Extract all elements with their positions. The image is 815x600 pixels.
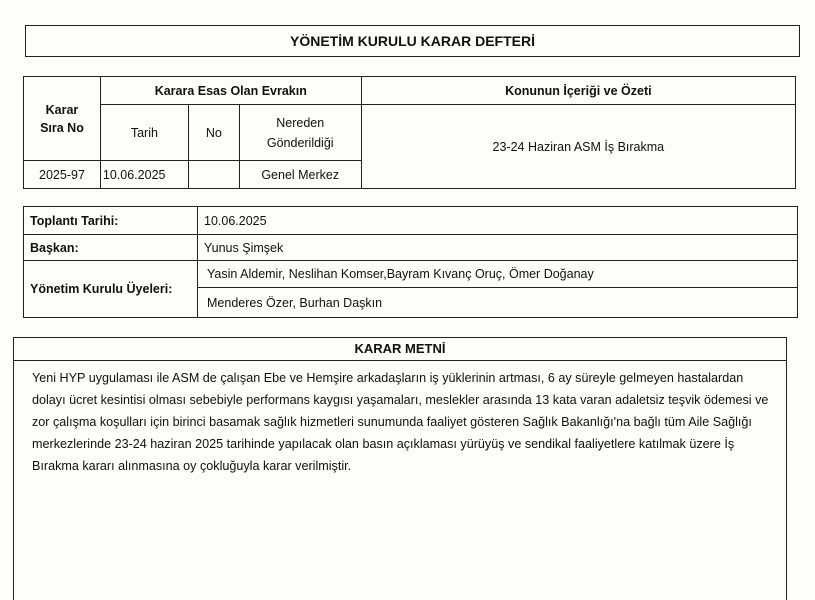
header-tarih: Tarih xyxy=(100,105,188,161)
header-karar-sira-no: Karar Sıra No xyxy=(24,77,101,161)
nereden-value: Genel Merkez xyxy=(239,161,361,189)
tarih-value: 10.06.2025 xyxy=(100,161,188,189)
uyeler-line-2: Menderes Özer, Burhan Daşkın xyxy=(198,288,798,318)
karar-metni-body xyxy=(13,360,787,600)
karar-sira-no-value: 2025-97 xyxy=(24,161,101,189)
meeting-info-table xyxy=(23,206,798,318)
karar-metni-heading: KARAR METNİ xyxy=(13,337,787,361)
uyeler-line-1: Yasin Aldemir, Neslihan Komser,Bayram Kıvanç Oruç, Ömer Doğanay xyxy=(198,261,798,288)
karar-metni-text: Yeni HYP uygulaması ile ASM de çalışan Ebe ve Hemşire arkadaşların iş yüklerinin artması, 6 ay süreyle gelmeyen hastalardan dolayı ücret kesintisi olması sebebiyle performans kaygısı yaşamaları, meslekler arasında 13 kata varan adaletsiz teşvik ödemesi ve zor çalışma koşulları için birinci basamak sağlık hizmetleri sunumunda faaliyet gösteren Sağlık Bakanlığı'na bağlı tüm Aile Sağlığı merkezlerinde 23-24 haziran 2025 tarihinde yapılacak olan basın açıklaması yürüyüş ve sendikal faaliyetlere katılmak üzere İş Bırakma kararı alınmasına oy çokluğuyla karar verilmiştir. xyxy=(32,371,769,473)
uyeler-label: Yönetim Kurulu Üyeleri: xyxy=(24,261,198,318)
toplanti-tarihi-label: Toplantı Tarihi: xyxy=(24,207,198,235)
header-nereden: Nereden Gönderildiği xyxy=(239,105,361,161)
header-no: No xyxy=(188,105,239,161)
baskan-value: Yunus Şimşek xyxy=(198,235,798,261)
header-konu: Konunun İçeriği ve Özeti xyxy=(361,77,795,105)
baskan-label: Başkan: xyxy=(24,235,198,261)
no-value xyxy=(188,161,239,189)
document-title-box xyxy=(25,25,800,57)
toplanti-tarihi-value: 10.06.2025 xyxy=(198,207,798,235)
document-title: YÖNETİM KURULU KARAR DEFTERİ xyxy=(290,33,535,49)
decision-info-table xyxy=(23,76,796,189)
header-esas-evrak: Karara Esas Olan Evrakın xyxy=(100,77,361,105)
konu-value: 23-24 Haziran ASM İş Bırakma xyxy=(361,105,795,189)
